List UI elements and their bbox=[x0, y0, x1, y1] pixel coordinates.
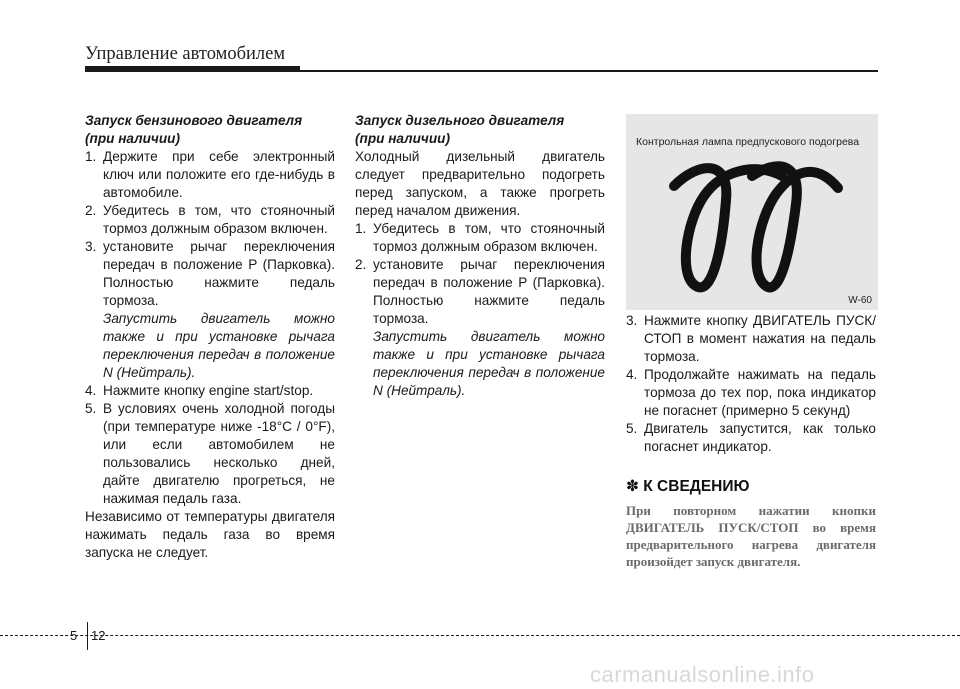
glow-plug-coil-icon bbox=[626, 114, 878, 310]
page-header-title: Управление автомобилем bbox=[85, 44, 286, 64]
diesel-steps-list bbox=[355, 220, 605, 328]
petrol-steps-list bbox=[85, 148, 335, 310]
list-item: 3. установите рычаг переключения передач в положение P (Парковка). Полностью нажмите педаль тормоза. bbox=[85, 239, 335, 308]
footer-dashed-rule bbox=[0, 635, 960, 636]
column-diesel-start bbox=[355, 112, 605, 400]
list-item: 4. Продолжайте нажимать на педаль тормоза до тех пор, пока индикатор не погаснет (примерно 5 секунд) bbox=[626, 367, 876, 418]
figure-caption: Контрольная лампа предпускового подогрева bbox=[636, 136, 860, 148]
glow-plug-indicator-figure bbox=[626, 114, 878, 310]
section-heading-petrol: Запуск бензинового двигателя bbox=[85, 113, 303, 128]
section-heading-petrol-sub: (при наличии) bbox=[85, 131, 180, 146]
neutral-start-note: Запустить двигатель можно также и при установке рычага переключения передач в положение N (Нейтраль). bbox=[103, 311, 335, 380]
list-item: 3. Нажмите кнопку ДВИГАТЕЛЬ ПУСК/СТОП в момент нажатия на педаль тормоза. bbox=[626, 313, 876, 364]
list-item: 2. установите рычаг переключения передач в положение P (Парковка). Полностью нажмите педаль тормоза. bbox=[355, 257, 605, 326]
neutral-start-note: Запустить двигатель можно также и при установке рычага переключения передач в положение N (Нейтраль). bbox=[373, 329, 605, 398]
header-rule bbox=[85, 70, 878, 72]
chapter-number: 5 bbox=[70, 628, 78, 643]
section-heading-diesel-sub: (при наличии) bbox=[355, 131, 450, 146]
page-number: 12 bbox=[91, 628, 106, 643]
list-item: 1. Убедитесь в том, что стояночный тормоз должным образом включен. bbox=[355, 221, 605, 254]
section-heading-diesel: Запуск дизельного двигателя bbox=[355, 113, 565, 128]
page-number-separator bbox=[87, 622, 88, 650]
list-item: 1. Держите при себе электронный ключ или положите его где-нибудь в автомобиле. bbox=[85, 149, 335, 200]
figure-code: W-60 bbox=[848, 295, 872, 306]
notice-heading: ✽ К СВЕДЕНИЮ bbox=[626, 478, 750, 495]
list-item: 2. Убедитесь в том, что стояночный тормоз должным образом включен. bbox=[85, 203, 335, 236]
diesel-intro: Холодный дизельный двигатель следует предварительно подогреть перед запуском, а также прогреть перед началом движения. bbox=[355, 149, 605, 218]
list-item: 5. В условиях очень холодной погоды (при температуре ниже -18°C / 0°F), или если автомобилем не пользовались несколько дней, дайте двигателю прогреться, не нажимая педаль газа. bbox=[85, 401, 335, 506]
petrol-steps-list-2 bbox=[85, 382, 335, 508]
list-item: 4. Нажмите кнопку engine start/stop. bbox=[85, 383, 314, 398]
column-petrol-start bbox=[85, 112, 335, 562]
watermark: carmanualsonline.info bbox=[590, 662, 815, 687]
closing-paragraph: Независимо от температуры двигателя нажимать педаль газа во время запуска не следует. bbox=[85, 509, 335, 560]
diesel-steps-list-2 bbox=[626, 312, 876, 456]
column-diesel-start-continued bbox=[626, 312, 876, 570]
notice-body: При повторном нажатии кнопки ДВИГАТЕЛЬ ПУСК/СТОП во время предварительного нагрева двигателя произойдет запуск двигателя. bbox=[626, 503, 876, 569]
list-item: 5. Двигатель запустится, как только погаснет индикатор. bbox=[626, 421, 876, 454]
